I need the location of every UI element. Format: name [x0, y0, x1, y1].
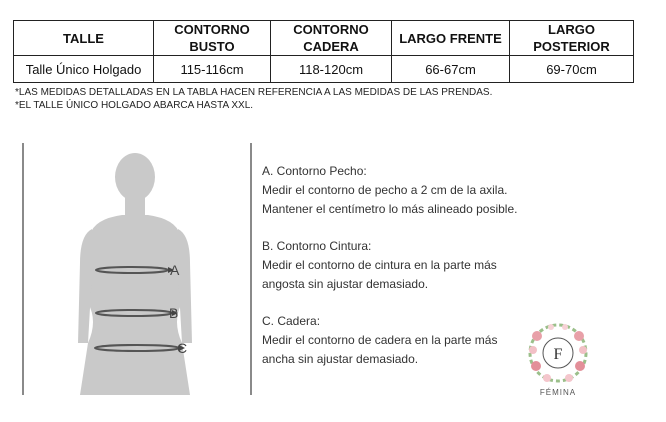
header-contorno-busto: CONTORNO BUSTO [154, 21, 271, 56]
instruction-line: ancha sin ajustar demasiado. [262, 352, 419, 366]
instruction-chest [262, 162, 532, 219]
logo-letter: F [553, 346, 563, 363]
instruction-hip [262, 312, 532, 369]
header-talle: TALLE [14, 21, 154, 56]
cell-largo-posterior: 69-70cm [510, 56, 634, 83]
logo-name: FÉMINA [539, 388, 577, 397]
header-largo-posterior: LARGO POSTERIOR [510, 21, 634, 56]
header-contorno-cadera: CONTORNO CADERA [271, 21, 392, 56]
header-largo-frente: LARGO FRENTE [392, 21, 510, 56]
label-b: B [169, 305, 179, 321]
instruction-title: A. Contorno Pecho: [262, 164, 367, 178]
instruction-title: B. Contorno Cintura: [262, 239, 372, 253]
body-figure [22, 143, 252, 395]
table-notes [15, 86, 492, 112]
instruction-line: angosta sin ajustar demasiado. [262, 277, 429, 291]
table-row [14, 56, 634, 83]
cell-talle: Talle Único Holgado [14, 56, 154, 83]
instruction-title: C. Cadera: [262, 314, 321, 328]
note-size-range: *EL TALLE ÚNICO HOLGADO ABARCA HASTA XXL. [15, 100, 254, 111]
cell-largo-frente: 66-67cm [392, 56, 510, 83]
cell-busto: 115-116cm [154, 56, 271, 83]
cell-cadera: 118-120cm [271, 56, 392, 83]
note-measures: *LAS MEDIDAS DETALLADAS EN LA TABLA HACEN REFERENCIA A LAS MEDIDAS DE LAS PRENDAS. [15, 87, 493, 98]
table-header-row [14, 21, 634, 56]
label-c: C [177, 340, 188, 356]
measurement-instructions [262, 162, 532, 387]
instruction-waist [262, 237, 532, 294]
femina-logo [523, 318, 593, 400]
floral-wreath-icon [523, 318, 593, 388]
instruction-line: Medir el contorno de pecho a 2 cm de la axila. [262, 183, 508, 197]
instruction-line: Medir el contorno de cadera en la parte más [262, 333, 498, 347]
silhouette-illustration [22, 143, 252, 395]
instruction-line: Medir el contorno de cintura en la parte más [262, 258, 497, 272]
instruction-line: Mantener el centímetro lo más alineado posible. [262, 202, 518, 216]
size-table [13, 20, 634, 83]
label-a: A [170, 262, 180, 278]
